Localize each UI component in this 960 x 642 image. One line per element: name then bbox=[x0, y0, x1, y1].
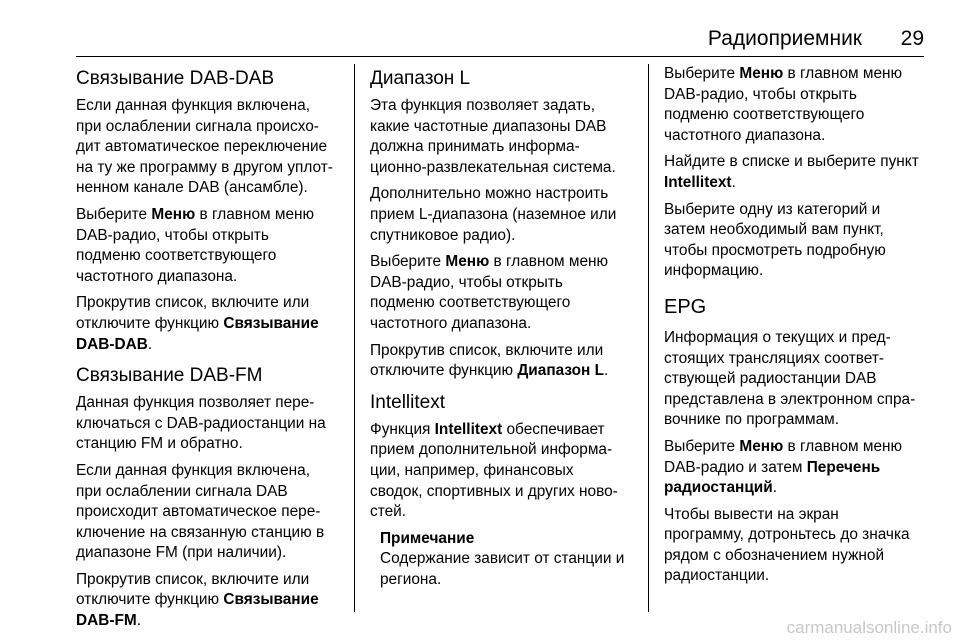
text: в главном меню DAB-радио, чтобы открыть подменю соответствующего частотного диапазона. bbox=[76, 205, 315, 285]
page-header-title: Радиоприемник bbox=[707, 27, 862, 50]
text: . bbox=[147, 335, 153, 353]
note-label: Примечание bbox=[380, 529, 475, 547]
text: обеспечивает прием дополнительной информа- ции, например, финансовых сводок, спортивных и других ново- стей. bbox=[370, 420, 618, 521]
menu-term: Меню bbox=[445, 253, 490, 271]
column-divider-2 bbox=[648, 64, 649, 612]
text: Прокрутив список, включите или отключите функцию bbox=[370, 341, 604, 380]
text: Прокрутив список, включите или отключите функцию bbox=[76, 570, 310, 609]
paragraph bbox=[664, 64, 928, 146]
heading-dab-dab: Связывание DAB-DAB bbox=[76, 68, 275, 89]
text: Прокрутив список, включите или отключите функцию bbox=[76, 294, 310, 332]
paragraph bbox=[370, 252, 638, 334]
paragraph bbox=[76, 570, 348, 632]
text: . bbox=[731, 173, 736, 191]
page-number: 29 bbox=[900, 27, 924, 50]
note-box bbox=[370, 529, 638, 591]
menu-term: Меню bbox=[739, 437, 784, 455]
text: . bbox=[604, 362, 609, 380]
column-2 bbox=[370, 64, 638, 596]
text: Выберите bbox=[370, 253, 446, 271]
text: . bbox=[136, 612, 141, 630]
paragraph: Если данная функция включена, при ослаблении сигнала происхо- дит автоматическое переключение на ту же программу в другом уплот- ненном канале DAB (ансамбле). bbox=[76, 97, 333, 197]
column-divider-1 bbox=[354, 64, 355, 612]
function-term: Intellitext bbox=[434, 420, 503, 438]
text: . bbox=[772, 479, 778, 497]
text: в главном меню DAB-радио и затем bbox=[664, 437, 903, 476]
text: Функция bbox=[370, 420, 435, 438]
text: в главном меню DAB-радио, чтобы открыть подменю соответствующего частотного диапазона. bbox=[664, 65, 903, 144]
function-term: Intellitext bbox=[664, 173, 732, 191]
paragraph: Эта функция позволяет задать, какие частотные диапазоны DAB должна принимать информа- ционно-развлекательная система. bbox=[370, 97, 616, 176]
paragraph: Информация о текущих и пред- стоящих трансляциях соответ- ствующей радиостанции DAB представлена в электронном спра- вочнике по программам. bbox=[664, 328, 916, 429]
paragraph bbox=[664, 152, 928, 193]
paragraph: Если данная функция включена, при ослаблении сигнала DAB происходит автоматическое пере- ключение на связанную станцию в диапазоне FM (при наличии). bbox=[76, 461, 325, 562]
function-term: Диапазон L bbox=[517, 362, 605, 380]
text: в главном меню DAB-радио, чтобы открыть подменю соответствующего частотного диапазона. bbox=[370, 253, 609, 332]
paragraph: Чтобы вывести на экран программу, дотроньтесь до значка рядом с обозначением нужной радиостанции. bbox=[664, 505, 910, 585]
menu-term: Меню bbox=[739, 65, 784, 82]
paragraph bbox=[370, 341, 638, 382]
heading-l-band: Диапазон L bbox=[370, 68, 471, 89]
function-term: Перечень радиостанций bbox=[664, 458, 881, 497]
text: Выберите bbox=[76, 205, 152, 223]
note-text: Содержание зависит от станции и региона. bbox=[380, 550, 625, 588]
header-divider bbox=[76, 56, 924, 57]
paragraph bbox=[76, 205, 348, 287]
function-term: Связывание DAB-FM bbox=[76, 591, 319, 630]
heading-dab-fm: Связывание DAB-FM bbox=[76, 365, 263, 387]
text: Выберите bbox=[664, 437, 740, 455]
column-3 bbox=[664, 64, 928, 593]
paragraph bbox=[76, 293, 348, 355]
text: Найдите в списке и выберите пункт bbox=[664, 153, 919, 171]
paragraph bbox=[370, 420, 638, 523]
column-1 bbox=[76, 64, 348, 638]
heading-epg: EPG bbox=[664, 295, 707, 318]
paragraph bbox=[664, 437, 928, 499]
text: Выберите bbox=[664, 65, 740, 82]
paragraph: Выберите одну из категорий и затем необходимый вам пункт, чтобы просмотреть подробную информацию. bbox=[664, 200, 886, 280]
menu-term: Меню bbox=[151, 205, 196, 223]
watermark: carmanualsonline.info bbox=[786, 618, 952, 637]
paragraph: Данная функция позволяет пере- ключаться с DAB-радиостанции на станцию FM и обратно. bbox=[76, 394, 326, 453]
function-term: Связывание DAB-DAB bbox=[76, 314, 319, 353]
heading-intellitext: Intellitext bbox=[370, 391, 445, 413]
paragraph: Дополнительно можно настроить прием L-диапазона (наземное или спутниковое радио). bbox=[370, 185, 617, 244]
